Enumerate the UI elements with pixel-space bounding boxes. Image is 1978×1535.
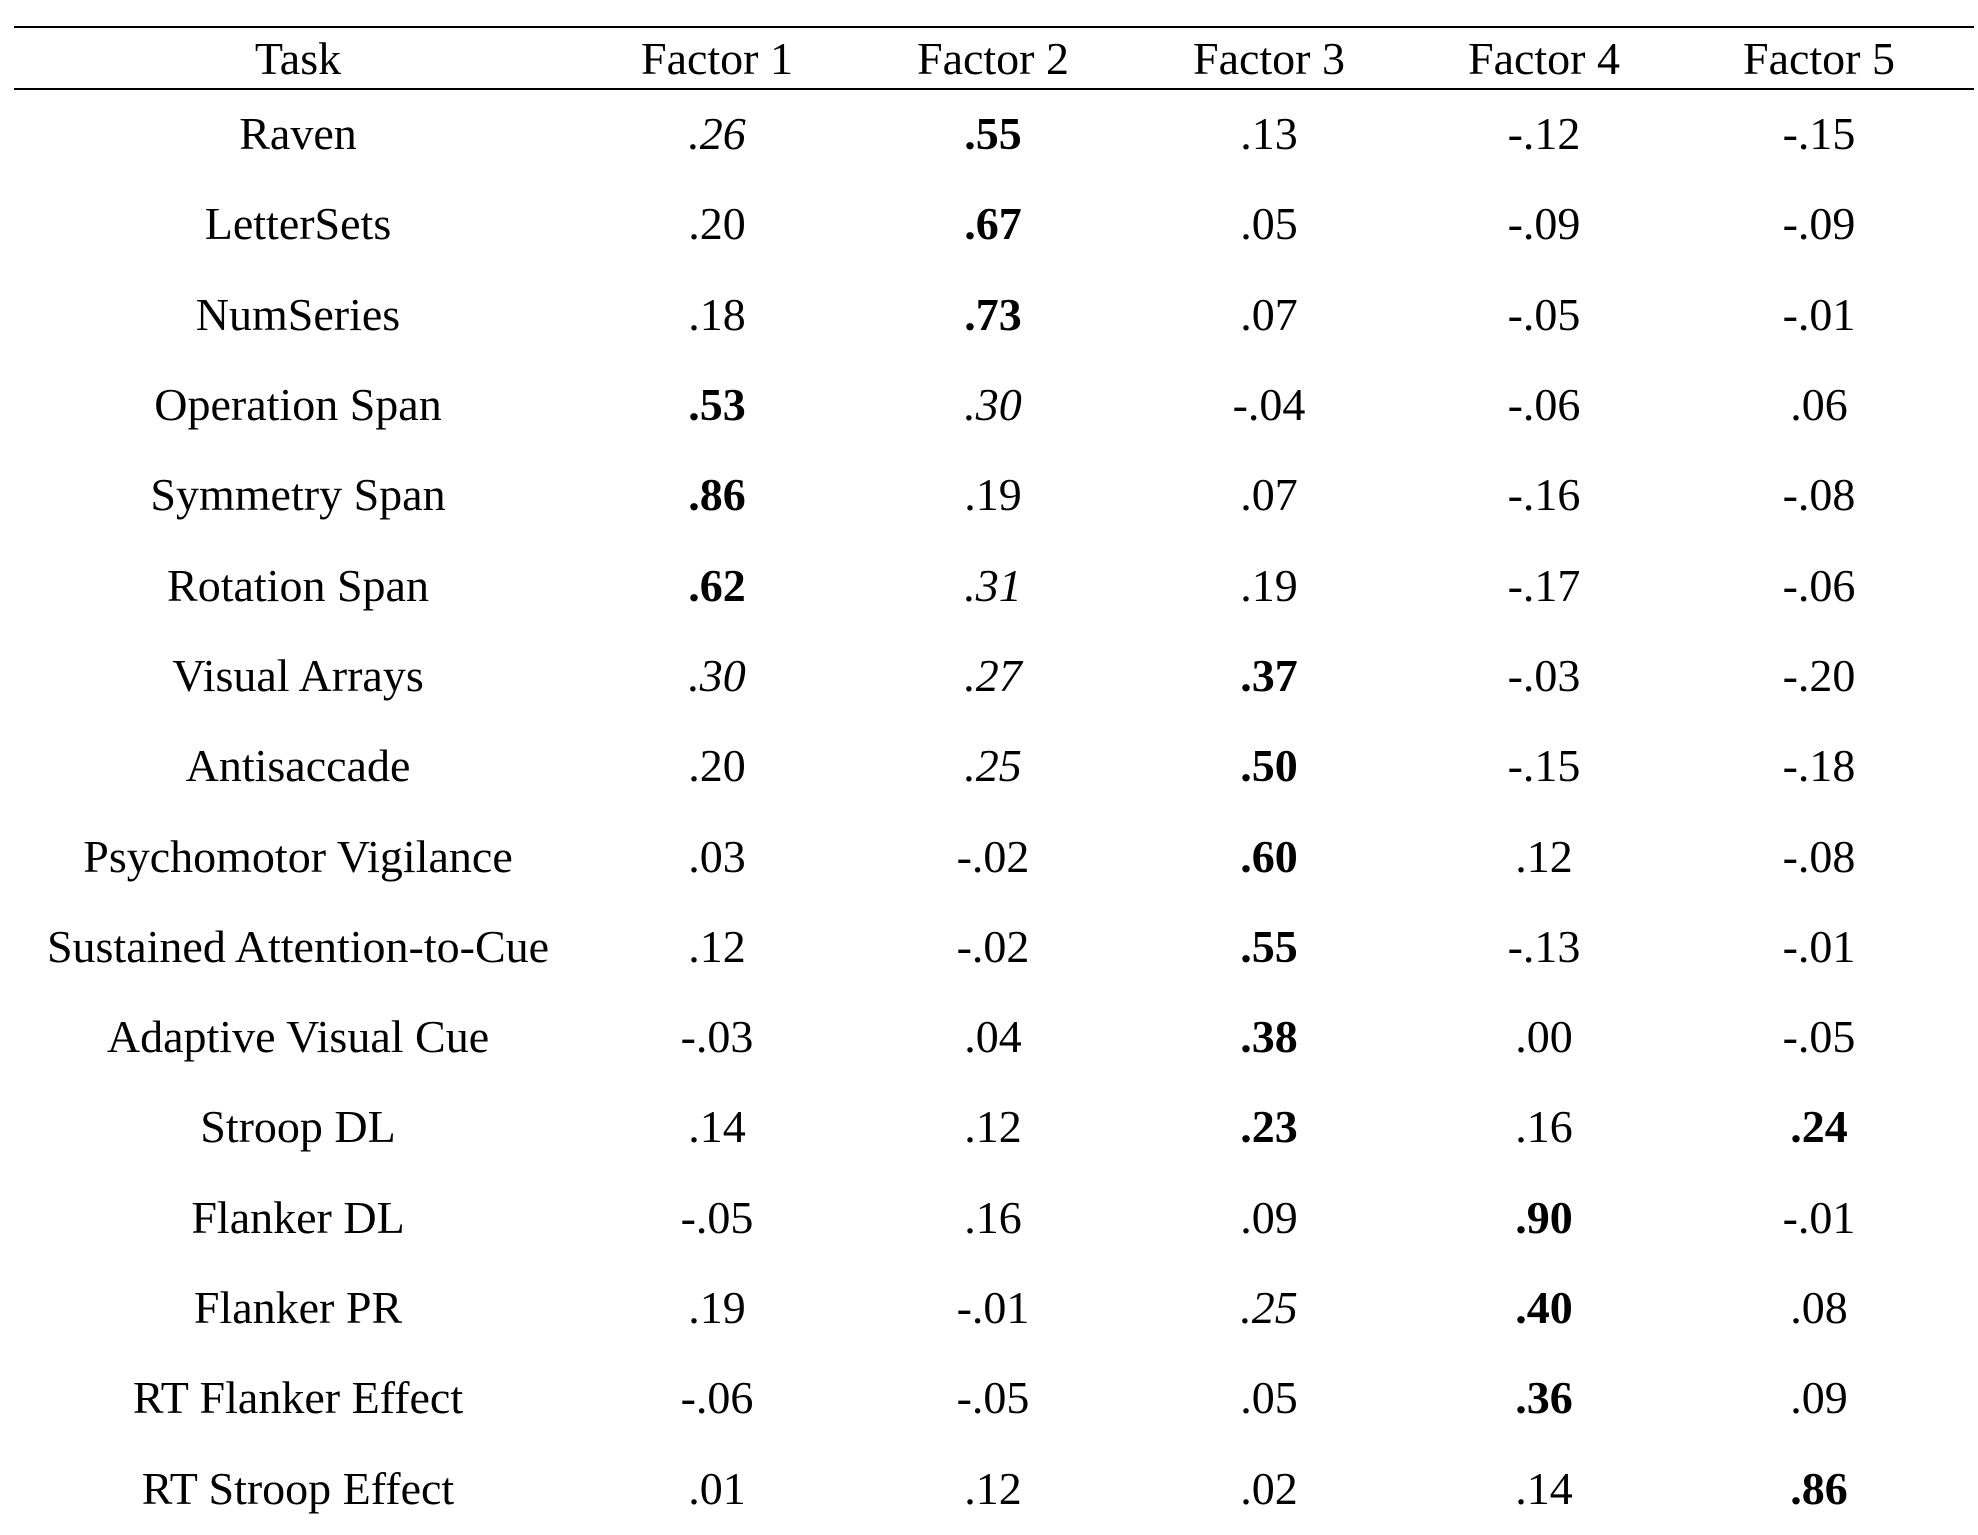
factor-2-loading-cell: .04 [964,1011,1022,1063]
factor-4-loading-cell: -.17 [1507,559,1581,611]
factor-2-loading-cell: -.02 [956,920,1030,972]
factor-3-loading-cell: .09 [1240,1191,1298,1243]
task-name-cell: Psychomotor Vigilance [83,830,513,882]
table-row [14,1354,1974,1444]
factor-5-loading-cell: -.01 [1782,288,1856,340]
factor-3-loading-cell: .07 [1240,469,1298,521]
factor-3-loading-cell: .55 [1240,920,1298,972]
factor-1-loading-cell: .18 [688,288,746,340]
factor-5-loading-cell: -.06 [1782,559,1856,611]
factor-2-loading-cell: .16 [964,1191,1022,1243]
factor-1-loading-cell: .26 [688,108,746,160]
table-row [14,180,1974,270]
task-name-cell: Operation Span [154,379,442,431]
factor-2-loading-cell: .31 [964,559,1022,611]
factor-5-loading-cell: .06 [1790,379,1848,431]
factor-4-loading-cell: .14 [1515,1462,1573,1514]
factor-4-loading-cell: -.13 [1507,920,1581,972]
factor-4-loading-cell: .90 [1515,1191,1573,1243]
factor-3-loading-cell: .07 [1240,288,1298,340]
table-row [14,1174,1974,1264]
factor-5-loading-cell: -.08 [1782,469,1856,521]
task-name-cell: LetterSets [204,198,392,250]
factor-4-loading-cell: -.09 [1507,198,1581,250]
factor-2-loading-cell: .67 [964,198,1022,250]
header-factor-2: Factor 2 [916,33,1069,84]
factor-3-loading-cell: .23 [1240,1101,1298,1153]
task-name-cell: Adaptive Visual Cue [106,1011,490,1063]
factor-2-loading-cell: .55 [964,108,1022,160]
factor-1-loading-cell: .19 [688,1282,746,1333]
table-row [14,1083,1974,1173]
factor-4-loading-cell: .36 [1515,1372,1573,1424]
factor-2-loading-cell: .12 [964,1462,1022,1514]
factor-4-loading-cell: .00 [1515,1011,1573,1063]
factor-4-loading-cell: -.05 [1507,288,1581,340]
table-row [14,451,1974,541]
factor-4-loading-cell: -.16 [1507,469,1581,521]
factor-1-loading-cell: .62 [688,559,746,611]
table-row [14,271,1974,361]
header-factor-3: Factor 3 [1192,33,1345,84]
factor-1-loading-cell: -.05 [680,1191,754,1243]
factor-1-loading-cell: .14 [688,1101,746,1153]
table-row [14,541,1974,631]
table-row [14,90,1974,180]
task-name-cell: RT Flanker Effect [132,1372,464,1424]
factor-5-loading-cell: .24 [1790,1101,1848,1153]
factor-3-loading-cell: .37 [1240,649,1298,701]
factor-5-loading-cell: .86 [1790,1462,1848,1514]
factor-3-loading-cell: .19 [1240,559,1298,611]
task-name-cell: Sustained Attention-to-Cue [46,920,550,972]
factor-3-loading-cell: .50 [1240,740,1298,792]
factor-4-loading-cell: .16 [1515,1101,1573,1153]
factor-3-loading-cell: .25 [1240,1282,1298,1333]
header-row [14,28,1974,88]
table-row [14,812,1974,902]
table-row [14,722,1974,812]
factor-2-loading-cell: -.02 [956,830,1030,882]
factor-1-loading-cell: .12 [688,920,746,972]
factor-1-loading-cell: .01 [688,1462,746,1514]
table-body [14,90,1974,1535]
factor-2-loading-cell: .19 [964,469,1022,521]
factor-1-loading-cell: .03 [688,830,746,882]
factor-1-loading-cell: .86 [688,469,746,521]
task-name-cell: Antisaccade [185,740,411,792]
factor-5-loading-cell: .09 [1790,1372,1848,1424]
factor-2-loading-cell: .73 [964,288,1022,340]
factor-1-loading-cell: .20 [688,198,746,250]
factor-3-loading-cell: .02 [1240,1462,1298,1514]
factor-5-loading-cell: -.05 [1782,1011,1856,1063]
factor-5-loading-cell: -.01 [1782,1191,1856,1243]
factor-2-loading-cell: -.01 [956,1282,1030,1333]
factor-3-loading-cell: .13 [1240,108,1298,160]
header-factor-4: Factor 4 [1467,33,1620,84]
table-row [14,361,1974,451]
factor-3-loading-cell: .60 [1240,830,1298,882]
factor-3-loading-cell: .38 [1240,1011,1298,1063]
header-factor-1: Factor 1 [640,33,793,84]
table-row [14,1444,1974,1534]
factor-3-loading-cell: -.04 [1232,379,1306,431]
factor-1-loading-cell: .20 [688,740,746,792]
factor-3-loading-cell: .05 [1240,198,1298,250]
header-task: Task [254,33,342,84]
task-name-cell: RT Stroop Effect [141,1462,455,1514]
task-name-cell: Stroop DL [200,1101,396,1153]
task-name-cell: Raven [239,108,357,160]
factor-1-loading-cell: .30 [688,649,746,701]
factor-4-loading-cell: .40 [1515,1282,1573,1333]
factor-5-loading-cell: -.01 [1782,920,1856,972]
factor-5-loading-cell: -.09 [1782,198,1856,250]
task-name-cell: Visual Arrays [172,649,424,701]
factor-2-loading-cell: .25 [964,740,1022,792]
factor-2-loading-cell: .30 [964,379,1022,431]
factor-2-loading-cell: -.05 [956,1372,1030,1424]
factor-4-loading-cell: -.06 [1507,379,1581,431]
factor-3-loading-cell: .05 [1240,1372,1298,1424]
factor-4-loading-cell: -.15 [1507,740,1581,792]
factor-2-loading-cell: .27 [964,649,1022,701]
factor-1-loading-cell: .53 [688,379,746,431]
factor-4-loading-cell: -.03 [1507,649,1581,701]
factor-4-loading-cell: .12 [1515,830,1573,882]
table-row [14,993,1974,1083]
task-name-cell: Flanker DL [191,1191,405,1243]
factor-5-loading-cell: -.18 [1782,740,1856,792]
task-name-cell: Symmetry Span [150,469,446,521]
table-row [14,903,1974,993]
factor-loadings-table [14,26,1974,1535]
factor-1-loading-cell: -.06 [680,1372,754,1424]
task-name-cell: NumSeries [195,288,401,340]
factor-4-loading-cell: -.12 [1507,108,1581,160]
task-name-cell: Rotation Span [167,559,429,611]
factor-2-loading-cell: .12 [964,1101,1022,1153]
factor-5-loading-cell: -.15 [1782,108,1856,160]
factor-5-loading-cell: -.08 [1782,830,1856,882]
table-row [14,1264,1974,1354]
factor-5-loading-cell: -.20 [1782,649,1856,701]
task-name-cell: Flanker PR [193,1282,403,1333]
table-row [14,632,1974,722]
factor-5-loading-cell: .08 [1790,1282,1848,1333]
header-factor-5: Factor 5 [1742,33,1895,84]
factor-1-loading-cell: -.03 [680,1011,754,1063]
